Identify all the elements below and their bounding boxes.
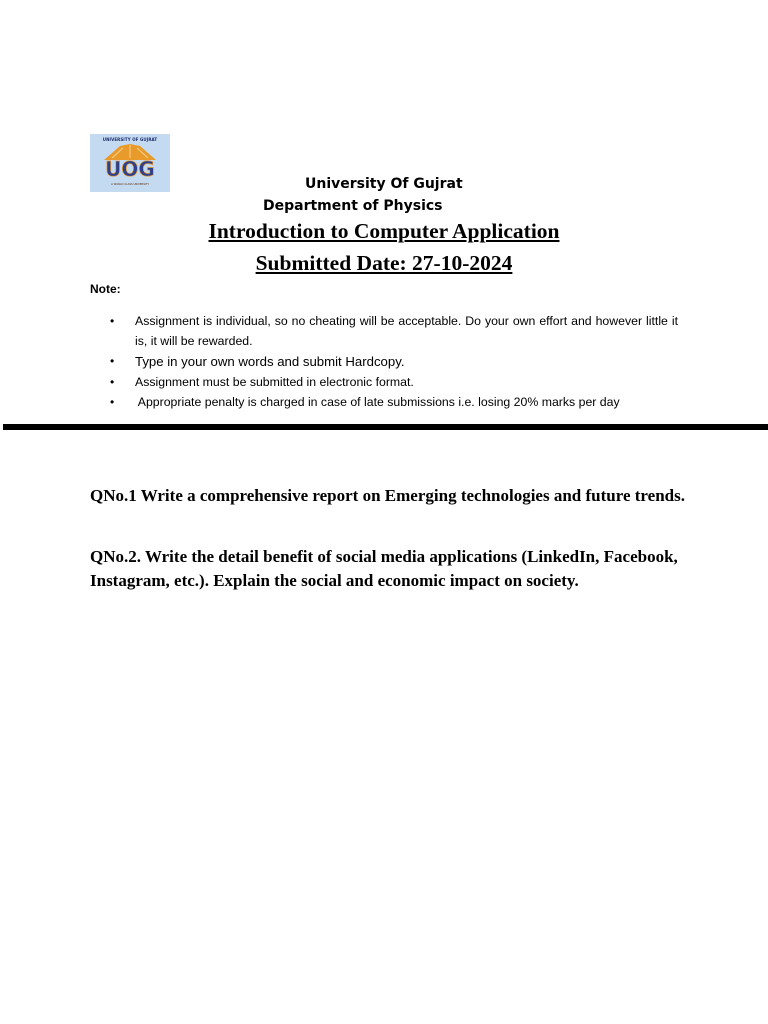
department-name: Department of Physics bbox=[263, 198, 443, 214]
bullet-icon: • bbox=[110, 375, 115, 389]
note-item-text: Type in your own words and submit Hardcopy. bbox=[135, 354, 405, 369]
note-item bbox=[108, 392, 678, 412]
horizontal-divider bbox=[3, 424, 768, 430]
bullet-icon: • bbox=[110, 354, 115, 368]
note-list bbox=[108, 311, 678, 412]
course-title: Introduction to Computer Application bbox=[208, 219, 560, 243]
logo-top-text: UNIVERSITY OF GUJRAT bbox=[102, 137, 158, 142]
logo-bottom-text: A WORLD CLASS UNIVERSITY bbox=[111, 183, 149, 186]
university-logo bbox=[90, 134, 170, 192]
note-item bbox=[108, 351, 678, 372]
logo-letters: UOG bbox=[105, 157, 155, 181]
note-label: Note: bbox=[90, 282, 121, 296]
question-2: QNo.2. Write the detail benefit of social media applications (LinkedIn, Facebook, Instagram, etc.). Explain the social and economic impact on society. bbox=[90, 547, 678, 590]
bullet-icon: • bbox=[110, 314, 115, 328]
bullet-icon: • bbox=[110, 395, 115, 409]
submitted-date: Submitted Date: 27-10-2024 bbox=[255, 251, 513, 275]
note-item-text: Assignment must be submitted in electronic format. bbox=[135, 375, 414, 389]
question-1: QNo.1 Write a comprehensive report on Emerging technologies and future trends. bbox=[90, 486, 685, 505]
university-name: University Of Gujrat bbox=[305, 176, 463, 192]
note-item-text: Assignment is individual, so no cheating will be acceptable. Do your own effort and however little it is, it will be rewarded. bbox=[135, 314, 678, 348]
note-item-text: Appropriate penalty is charged in case of late submissions i.e. losing 20% marks per day bbox=[135, 395, 620, 409]
note-item bbox=[108, 372, 678, 392]
note-item bbox=[108, 311, 678, 351]
